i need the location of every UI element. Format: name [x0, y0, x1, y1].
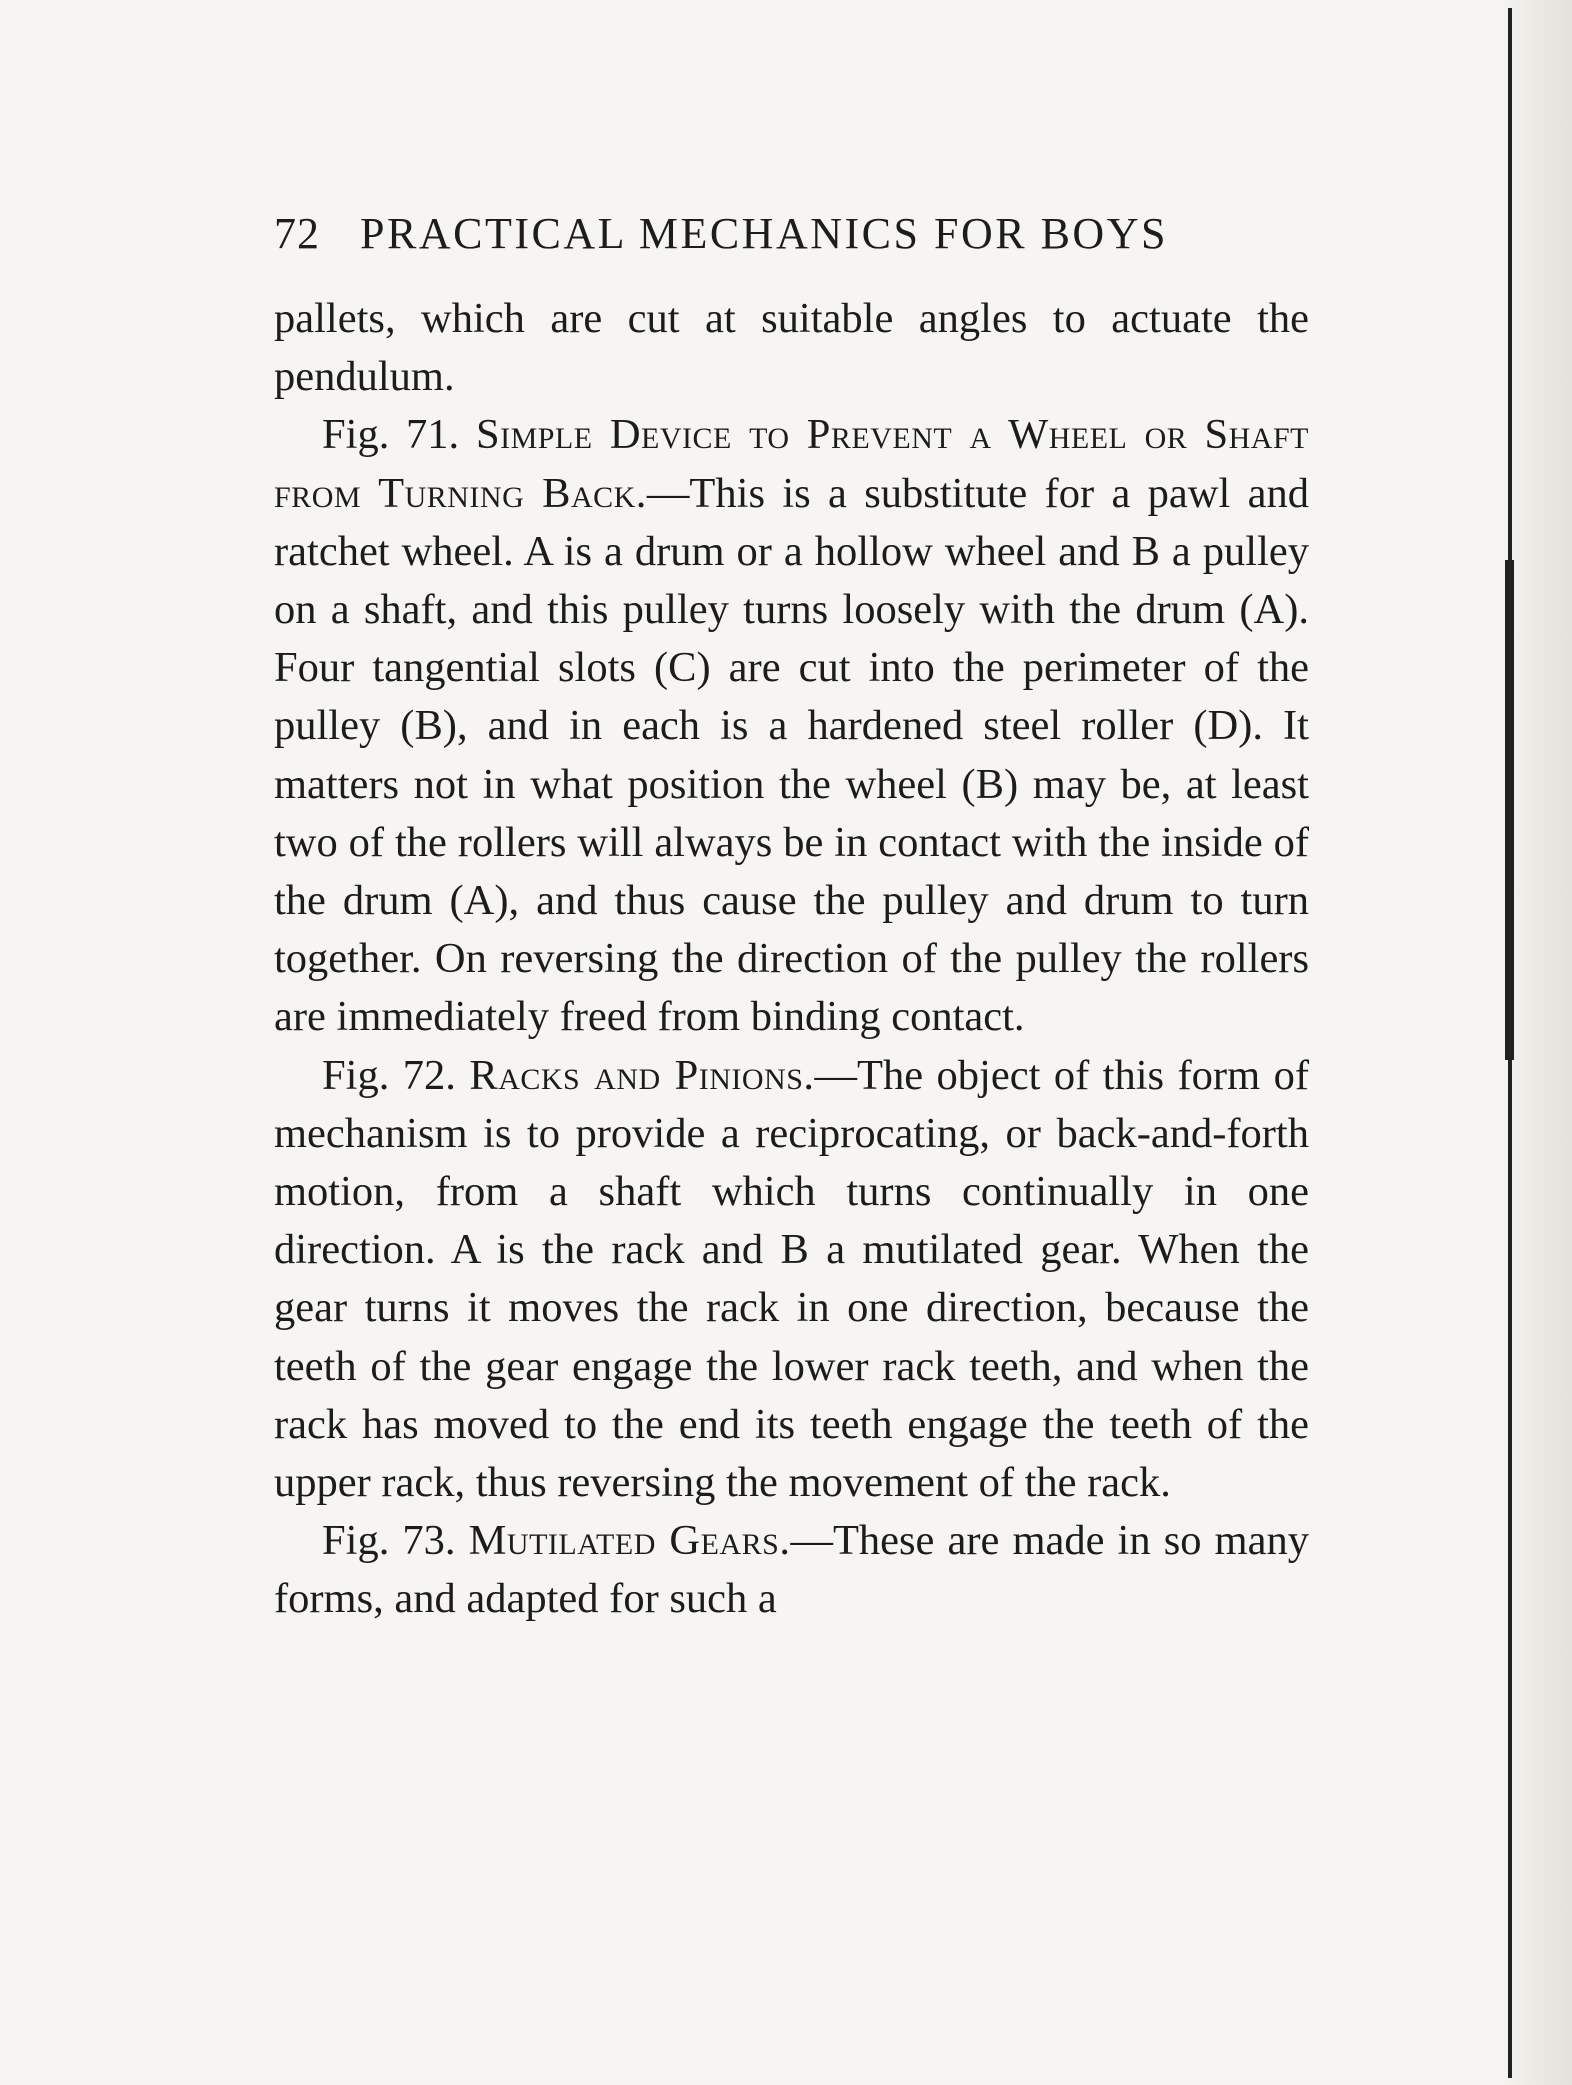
paragraph-fig-72: [274, 1047, 1309, 1513]
figure-label: Fig. 73.: [322, 1517, 456, 1565]
running-title: PRACTICAL MECHANICS FOR BOYS: [360, 209, 1168, 258]
paragraph-text: —This is a substitute for a pawl and ratchet wheel. A is a drum or a hollow wheel and B a pulley on a shaft, and this pulley turns loosely with the drum (A). Four tangential slots (C) are cut into the perimeter of the pulley (B), and in each is a hardened steel roller (D). It matters not in what position the wheel (B) may be, at least two of the rollers will always be in contact with the inside of the drum (A), and thus cause the pulley and drum to turn together. On reversing the direction of the pulley the rollers are immediately freed from binding contact.: [274, 469, 1310, 1041]
figure-caption: Simple Device to Prevent a Wheel or Shaft from Turning Back.: [274, 411, 1309, 517]
figure-label: Fig. 72.: [322, 1051, 456, 1099]
paragraph-text: pallets, which are cut at suitable angles to actuate the pendulum.: [274, 295, 1309, 401]
paragraph-fig-71: [274, 406, 1309, 1046]
figure-caption: Mutilated Gears.: [468, 1517, 791, 1565]
paragraph-text: —The object of this form of mechanism is to provide a reciprocating, or back-and-forth motion, from a shaft which turns continually in one direction. A is the rack and B a mutilated gear. When the gear turns it moves the rack in one direction, because the teeth of the gear engage the lower rack teeth, and when the rack has moved to the end its teeth engage the teeth of the upper rack, thus reversing the movement of the rack.: [274, 1051, 1309, 1507]
page-number: 72: [274, 209, 320, 258]
figure-label: Fig. 71.: [322, 411, 460, 459]
running-header: [274, 208, 1309, 259]
paragraph-fig-73: [274, 1512, 1309, 1628]
figure-caption: Racks and Pinions.: [469, 1051, 815, 1099]
paragraph-text: —These are made in so many forms, and adapted for such a: [274, 1517, 1309, 1623]
binding-shadow: [1505, 560, 1514, 1060]
body-text: [274, 290, 1309, 1629]
paragraph-continuation: [274, 290, 1309, 406]
